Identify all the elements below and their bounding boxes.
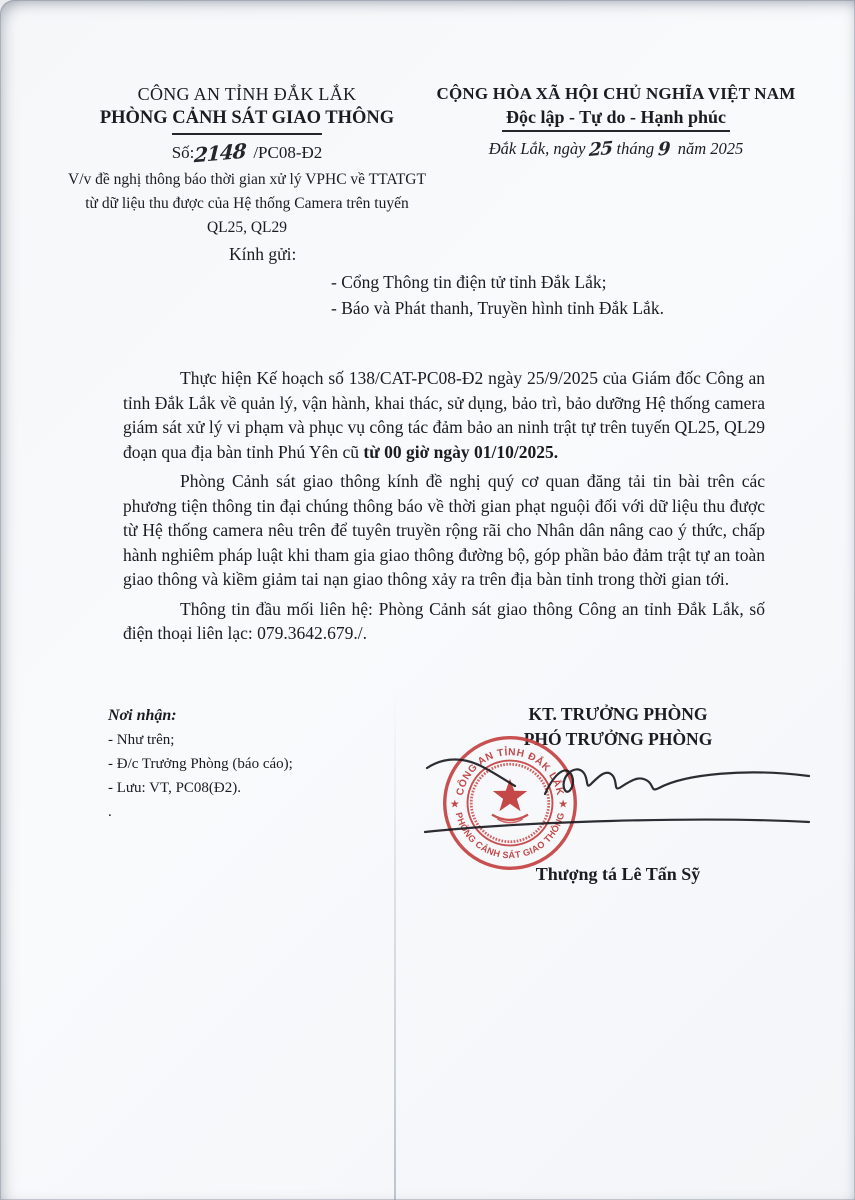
day-handwritten: 25	[588, 137, 613, 162]
national-motto: Độc lập - Tự do - Hạnh phúc	[502, 107, 730, 132]
noi-nhan-item: .	[108, 804, 112, 820]
issuing-agency-block	[68, 84, 426, 240]
paragraph-1-bold-date: từ 00 giờ ngày 01/10/2025.	[363, 441, 559, 462]
seal-arc-bottom-text: PHÒNG CẢNH SÁT GIAO THÔNG	[453, 811, 567, 861]
national-header-block	[425, 84, 807, 160]
doc-number-handwritten: 2148	[193, 138, 247, 168]
agency-unit-name: PHÒNG CẢNH SÁT GIAO THÔNG	[99, 108, 395, 128]
month-handwritten: 9	[657, 138, 671, 161]
place-day-prefix: Đắk Lắk, ngày	[488, 139, 586, 158]
agency-underline	[172, 133, 322, 135]
signing-title-line: PHÓ TRƯỞNG PHÒNG	[523, 729, 713, 749]
body-paragraph-2: Phòng Cảnh sát giao thông kính đề nghị quý cơ quan đăng tải tin bài trên các phương tiện thông tin đại chúng thông báo về thời gian phạt nguội đối với dữ liệu thu được từ Hệ thống camera nêu trên để tuyên truyền rộng rãi cho Nhân dân nâng cao ý thức, chấp hành nghiêm pháp luật khi tham gia giao thông đường bộ, góp phần bảo đảm trật tự an toàn giao thông và kiềm giảm tai nạn giao thông xảy ra trên địa bàn tỉnh trong thời gian tới.	[123, 471, 765, 589]
seal-arc-top-text: CÔNG AN TỈNH ĐẮK LẮK	[454, 747, 566, 797]
signer-name: Thượng tá Lê Tấn Sỹ	[535, 864, 701, 884]
noi-nhan-item: - Đ/c Trưởng Phòng (báo cáo);	[108, 756, 293, 772]
noi-nhan-block	[108, 704, 293, 824]
signing-authority-line: KT. TRƯỞNG PHÒNG	[528, 704, 708, 724]
document-subject: V/v đề nghị thông báo thời gian xử lý VPHC về TTATGT từ dữ liệu thu được của Hệ thống Camera trên tuyến QL25, QL29	[68, 171, 426, 236]
paper-crease-line	[394, 688, 396, 1200]
place-date-line	[425, 139, 807, 160]
body-paragraph-3: Thông tin đầu mối liên hệ: Phòng Cảnh sát giao thông Công an tỉnh Đắk Lắk, số điện thoại liên lạc: 079.3642.679./.	[123, 598, 765, 643]
signature-ink	[417, 742, 817, 847]
national-title: CỘNG HÒA XÃ HỘI CHỦ NGHĨA VIỆT NAM	[436, 84, 796, 103]
year-label: năm 2025	[677, 139, 744, 158]
body-paragraph-1	[123, 366, 765, 464]
star-separator-icon: ★	[558, 799, 568, 811]
agency-parent-name: CÔNG AN TỈNH ĐẮK LẮK	[137, 84, 357, 104]
document-number-line	[68, 138, 426, 168]
month-label: tháng	[616, 139, 655, 158]
salutation-label: Kính gửi:	[229, 244, 297, 264]
noi-nhan-label: Nơi nhận:	[108, 707, 177, 724]
recipient-line: - Cổng Thông tin điện tử tỉnh Đắk Lắk;	[331, 272, 607, 292]
paragraph-1-text: Thực hiện Kế hoạch số 138/CAT-PC08-Đ2 ngày 25/9/2025 của Giám đốc Công an tỉnh Đắk Lắk về quản lý, vận hành, khai thác, sử dụng, bảo trì, bảo dưỡng Hệ thống camera giám sát xử lý vi phạm và phục vụ công tác đảm bảo an ninh trật tự trên tuyến QL25, QL29 đoạn qua địa bàn tỉnh Phú Yên cũ	[123, 368, 765, 462]
doc-number-prefix: Số:	[171, 143, 195, 162]
document-body	[123, 366, 765, 646]
recipient-line: - Báo và Phát thanh, Truyền hình tỉnh Đắk Lắk.	[331, 297, 664, 318]
noi-nhan-item: - Như trên;	[108, 732, 175, 748]
recipient-list	[331, 270, 664, 321]
star-separator-icon: ★	[450, 799, 460, 811]
doc-number-suffix: /PC08-Đ2	[253, 143, 323, 162]
noi-nhan-item: - Lưu: VT, PC08(Đ2).	[108, 780, 241, 796]
